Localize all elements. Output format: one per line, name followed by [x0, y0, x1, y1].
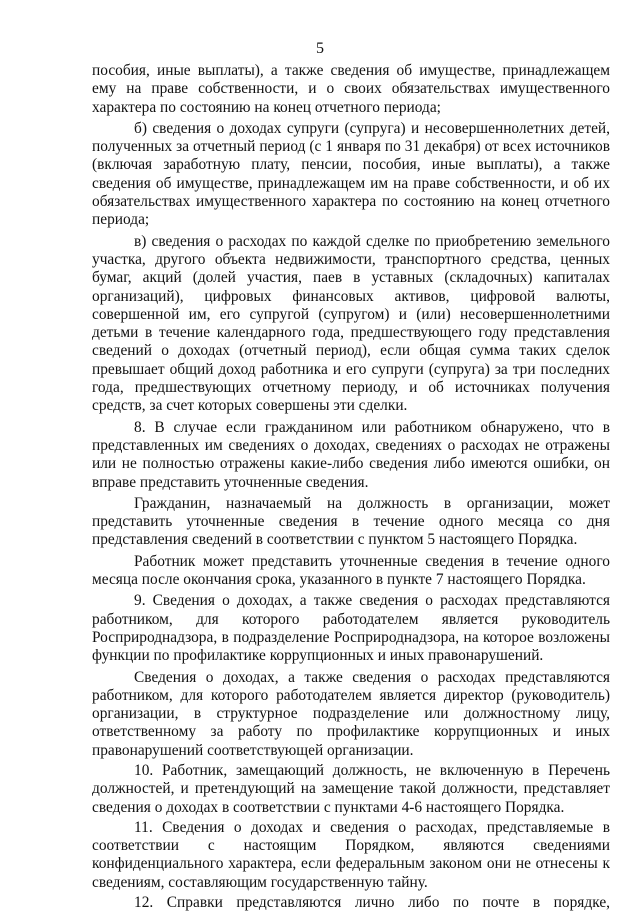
- paragraph-continuation: пособия, иные выплаты), а также сведения об имуществе, принадлежащем ему на праве собственности, и о своих обязательствах имущественного характера по состоянию на конец отчетного периода;: [92, 62, 610, 116]
- paragraph-12: 12. Справки представляются лично либо по почте в порядке,: [134, 894, 610, 912]
- paragraph-9-organization: Сведения о доходах, а также сведения о расходах представляются работником, для которого работодателем является директор (руководитель) организации, в структурное подразделение или должностному лицу, ответственному за работу по профилактике коррупционных и иных правонарушений соответствующей организации.: [92, 668, 610, 759]
- paragraph-8: 8. В случае если гражданином или работником обнаружено, что в представленных им сведениях о доходах, сведениях о расходах не отражены или не полностью отражены какие-либо сведения либо имеются ошибки, он вправе представить уточненные сведения.: [92, 418, 610, 491]
- paragraph-v: в) сведения о расходах по каждой сделке по приобретению земельного участка, другого объекта недвижимости, транспортного средства, ценных бумаг, акций (долей участия, паев в уставных (складочных) капиталах организаций), цифровых финансовых активов, цифровой валюты, совершенной им, его супругой (супругом) и (или) несовершеннолетними детьми в течение календарного года, предшествующего году представления сведений о доходах (отчетный период), если общая сумма таких сделок превышает общий доход работника и его супруги (супруга) за три последних года, предшествующих отчетному периоду, и об источниках получения средств, за счет которых совершены эти сделки.: [92, 232, 610, 415]
- paragraph-8-employee: Работник может представить уточненные сведения в течение одного месяца после окончания срока, указанного в пункте 7 настоящего Порядка.: [92, 552, 610, 589]
- paragraph-9: 9. Сведения о доходах, а также сведения о расходах представляются работником, для которого работодателем является руководитель Росприроднадзора, в подразделение Росприроднадзора, на которое возложены функции по профилактике коррупционных и иных правонарушений.: [92, 592, 610, 665]
- document-body: [92, 62, 610, 912]
- paragraph-10: 10. Работник, замещающий должность, не включенную в Перечень должностей, и претендующий на замещение такой должности, представляет сведения о доходах в соответствии с пунктами 4-6 настоящего Порядка.: [92, 761, 610, 816]
- paragraph-8-citizen: Гражданин, назначаемый на должность в организации, может представить уточненные сведения в течение одного месяца со дня представления сведений в соответствии с пунктом 5 настоящего Порядка.: [92, 494, 610, 549]
- paragraph-b: б) сведения о доходах супруги (супруга) и несовершеннолетних детей, полученных за отчетный период (с 1 января по 31 декабря) от всех источников (включая заработную плату, пенсии, пособия, иные выплаты), а также сведения об имуществе, принадлежащем им на праве собственности, и об их обязательствах имущественного характера по состоянию на конец отчетного периода;: [92, 119, 610, 229]
- page-number: 5: [316, 40, 324, 57]
- paragraph-11: 11. Сведения о доходах и сведения о расходах, представляемые в соответствии с настоящим Порядком, являются сведениями конфиденциального характера, если федеральным законом они не отнесены к сведениям, составляющим государственную тайну.: [92, 818, 610, 891]
